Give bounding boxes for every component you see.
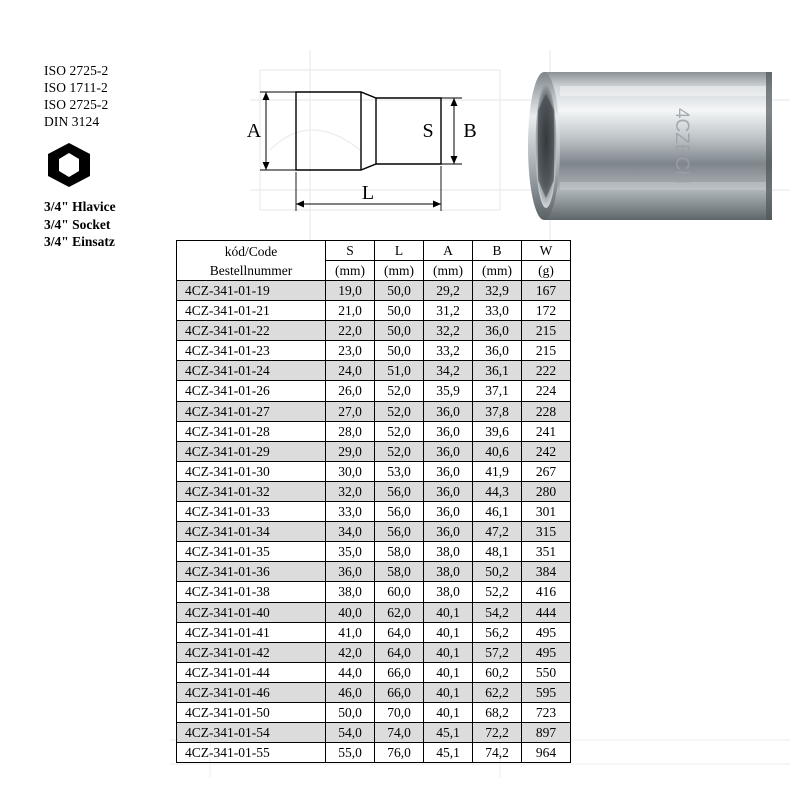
cell-w: 242 — [522, 441, 571, 461]
cell-a: 36,0 — [424, 502, 473, 522]
table-row — [177, 562, 571, 582]
cell-a: 36,0 — [424, 421, 473, 441]
header-s-unit: (mm) — [326, 261, 375, 281]
table-row — [177, 662, 571, 682]
cell-w: 723 — [522, 702, 571, 722]
table-row — [177, 542, 571, 562]
cell-w: 964 — [522, 743, 571, 763]
cell-w: 550 — [522, 662, 571, 682]
cell-b: 68,2 — [473, 702, 522, 722]
cell-a: 40,1 — [424, 662, 473, 682]
header-s-symbol: S — [326, 241, 375, 261]
cell-code: 4CZ-341-01-30 — [177, 461, 326, 481]
cell-w: 495 — [522, 622, 571, 642]
standard-line: DIN 3124 — [44, 114, 100, 129]
cell-s: 30,0 — [326, 461, 375, 481]
cell-s: 35,0 — [326, 542, 375, 562]
table-row — [177, 723, 571, 743]
cell-a: 31,2 — [424, 301, 473, 321]
cell-code: 4CZ-341-01-42 — [177, 642, 326, 662]
cell-l: 56,0 — [375, 481, 424, 501]
cell-s: 26,0 — [326, 381, 375, 401]
hex-socket-icon — [46, 142, 92, 188]
standards-block — [44, 62, 174, 251]
cell-l: 62,0 — [375, 602, 424, 622]
cell-a: 36,0 — [424, 461, 473, 481]
header-b-unit: (mm) — [473, 261, 522, 281]
header-code-line1: kód/Code — [224, 243, 278, 259]
cell-b: 37,1 — [473, 381, 522, 401]
cell-w: 351 — [522, 542, 571, 562]
cell-b: 60,2 — [473, 662, 522, 682]
table-row — [177, 341, 571, 361]
cell-l: 64,0 — [375, 642, 424, 662]
cell-code: 4CZ-341-01-40 — [177, 602, 326, 622]
cell-a: 38,0 — [424, 562, 473, 582]
cell-b: 44,3 — [473, 481, 522, 501]
cell-l: 58,0 — [375, 542, 424, 562]
cell-b: 40,6 — [473, 441, 522, 461]
cell-a: 38,0 — [424, 582, 473, 602]
cell-code: 4CZ-341-01-54 — [177, 723, 326, 743]
product-name-cs: 3/4" Hlavice — [44, 199, 116, 214]
cell-b: 72,2 — [473, 723, 522, 743]
cell-b: 47,2 — [473, 522, 522, 542]
cell-s: 32,0 — [326, 481, 375, 501]
cell-a: 40,1 — [424, 622, 473, 642]
header-code — [177, 241, 326, 281]
cell-s: 21,0 — [326, 301, 375, 321]
cell-code: 4CZ-341-01-41 — [177, 622, 326, 642]
table-row — [177, 502, 571, 522]
table-body — [177, 281, 571, 763]
cell-w: 280 — [522, 481, 571, 501]
table-row — [177, 622, 571, 642]
header-w-symbol: W — [522, 241, 571, 261]
header-b-symbol: B — [473, 241, 522, 261]
cell-b: 32,9 — [473, 281, 522, 301]
cell-l: 74,0 — [375, 723, 424, 743]
table-row — [177, 481, 571, 501]
cell-b: 46,1 — [473, 502, 522, 522]
cell-b: 50,2 — [473, 562, 522, 582]
cell-s: 34,0 — [326, 522, 375, 542]
cell-b: 57,2 — [473, 642, 522, 662]
dimension-label-l: L — [361, 182, 375, 204]
product-name-en: 3/4" Socket — [44, 216, 111, 232]
cell-s: 44,0 — [326, 662, 375, 682]
cell-w: 384 — [522, 562, 571, 582]
table-row — [177, 401, 571, 421]
cell-a: 45,1 — [424, 743, 473, 763]
cell-b: 33,0 — [473, 301, 522, 321]
cell-l: 56,0 — [375, 522, 424, 542]
product-names — [44, 198, 174, 251]
cell-s: 41,0 — [326, 622, 375, 642]
photo-brand-text: 4CZECH — [671, 107, 692, 185]
header-w-unit: (g) — [522, 261, 571, 281]
cell-code: 4CZ-341-01-44 — [177, 662, 326, 682]
standard-line: ISO 1711-2 — [44, 80, 108, 95]
table-row — [177, 381, 571, 401]
table-row — [177, 461, 571, 481]
cell-s: 24,0 — [326, 361, 375, 381]
standard-line: ISO 2725-2 — [44, 63, 109, 78]
cell-a: 33,2 — [424, 341, 473, 361]
cell-a: 40,1 — [424, 702, 473, 722]
cell-w: 228 — [522, 401, 571, 421]
cell-b: 36,0 — [473, 321, 522, 341]
table-row — [177, 582, 571, 602]
cell-s: 27,0 — [326, 401, 375, 421]
cell-s: 22,0 — [326, 321, 375, 341]
cell-a: 36,0 — [424, 481, 473, 501]
cell-a: 40,1 — [424, 602, 473, 622]
table-row — [177, 602, 571, 622]
cell-l: 66,0 — [375, 682, 424, 702]
cell-s: 54,0 — [326, 723, 375, 743]
cell-code: 4CZ-341-01-29 — [177, 441, 326, 461]
table-row — [177, 361, 571, 381]
cell-code: 4CZ-341-01-22 — [177, 321, 326, 341]
cell-code: 4CZ-341-01-28 — [177, 421, 326, 441]
cell-a: 40,1 — [424, 642, 473, 662]
cell-b: 56,2 — [473, 622, 522, 642]
cell-a: 29,2 — [424, 281, 473, 301]
cell-w: 215 — [522, 321, 571, 341]
table-row — [177, 743, 571, 763]
table-row — [177, 642, 571, 662]
cell-a: 35,9 — [424, 381, 473, 401]
cell-b: 37,8 — [473, 401, 522, 421]
cell-s: 40,0 — [326, 602, 375, 622]
cell-w: 595 — [522, 682, 571, 702]
cell-w: 897 — [522, 723, 571, 743]
cell-l: 50,0 — [375, 301, 424, 321]
cell-code: 4CZ-341-01-24 — [177, 361, 326, 381]
cell-code: 4CZ-341-01-21 — [177, 301, 326, 321]
cell-b: 54,2 — [473, 602, 522, 622]
cell-code: 4CZ-341-01-35 — [177, 542, 326, 562]
cell-l: 66,0 — [375, 662, 424, 682]
specification-table — [176, 240, 571, 763]
table-row — [177, 421, 571, 441]
header-l-symbol: L — [375, 241, 424, 261]
cell-l: 70,0 — [375, 702, 424, 722]
cell-w: 416 — [522, 582, 571, 602]
table-row — [177, 321, 571, 341]
cell-w: 167 — [522, 281, 571, 301]
cell-code: 4CZ-341-01-27 — [177, 401, 326, 421]
cell-b: 52,2 — [473, 582, 522, 602]
cell-b: 62,2 — [473, 682, 522, 702]
cell-w: 224 — [522, 381, 571, 401]
cell-code: 4CZ-341-01-34 — [177, 522, 326, 542]
table-row — [177, 281, 571, 301]
cell-s: 23,0 — [326, 341, 375, 361]
cell-s: 19,0 — [326, 281, 375, 301]
cell-l: 76,0 — [375, 743, 424, 763]
cell-code: 4CZ-341-01-38 — [177, 582, 326, 602]
cell-b: 74,2 — [473, 743, 522, 763]
cell-l: 52,0 — [375, 401, 424, 421]
cell-w: 495 — [522, 642, 571, 662]
socket-product-photo — [500, 60, 790, 232]
table-row — [177, 441, 571, 461]
socket-dimension-drawing — [236, 56, 536, 232]
cell-s: 28,0 — [326, 421, 375, 441]
cell-code: 4CZ-341-01-46 — [177, 682, 326, 702]
cell-code: 4CZ-341-01-32 — [177, 481, 326, 501]
cell-a: 36,0 — [424, 441, 473, 461]
cell-l: 50,0 — [375, 321, 424, 341]
cell-code: 4CZ-341-01-50 — [177, 702, 326, 722]
table-header-row — [177, 241, 571, 261]
cell-code: 4CZ-341-01-19 — [177, 281, 326, 301]
header-a-unit: (mm) — [424, 261, 473, 281]
cell-a: 40,1 — [424, 682, 473, 702]
cell-b: 36,0 — [473, 341, 522, 361]
cell-w: 315 — [522, 522, 571, 542]
cell-a: 45,1 — [424, 723, 473, 743]
cell-l: 52,0 — [375, 441, 424, 461]
cell-b: 41,9 — [473, 461, 522, 481]
cell-b: 39,6 — [473, 421, 522, 441]
cell-w: 301 — [522, 502, 571, 522]
header-code-line2: Bestellnummer — [209, 262, 293, 278]
cell-l: 50,0 — [375, 341, 424, 361]
cell-s: 36,0 — [326, 562, 375, 582]
cell-b: 48,1 — [473, 542, 522, 562]
cell-l: 53,0 — [375, 461, 424, 481]
cell-a: 34,2 — [424, 361, 473, 381]
cell-b: 36,1 — [473, 361, 522, 381]
cell-a: 32,2 — [424, 321, 473, 341]
cell-l: 56,0 — [375, 502, 424, 522]
cell-w: 241 — [522, 421, 571, 441]
dimension-label-a: A — [246, 120, 262, 142]
cell-w: 215 — [522, 341, 571, 361]
cell-code: 4CZ-341-01-55 — [177, 743, 326, 763]
cell-l: 52,0 — [375, 421, 424, 441]
cell-s: 38,0 — [326, 582, 375, 602]
cell-code: 4CZ-341-01-36 — [177, 562, 326, 582]
cell-w: 267 — [522, 461, 571, 481]
header-l-unit: (mm) — [375, 261, 424, 281]
dimension-label-b: B — [463, 120, 477, 142]
cell-l: 50,0 — [375, 281, 424, 301]
cell-a: 36,0 — [424, 522, 473, 542]
dimension-label-s: S — [422, 120, 434, 142]
cell-code: 4CZ-341-01-33 — [177, 502, 326, 522]
cell-s: 50,0 — [326, 702, 375, 722]
standard-line: ISO 2725-2 — [44, 97, 109, 112]
cell-code: 4CZ-341-01-23 — [177, 341, 326, 361]
cell-a: 38,0 — [424, 542, 473, 562]
cell-s: 46,0 — [326, 682, 375, 702]
cell-s: 55,0 — [326, 743, 375, 763]
cell-w: 444 — [522, 602, 571, 622]
cell-s: 33,0 — [326, 502, 375, 522]
cell-l: 58,0 — [375, 562, 424, 582]
table-row — [177, 301, 571, 321]
cell-w: 222 — [522, 361, 571, 381]
cell-l: 60,0 — [375, 582, 424, 602]
cell-l: 51,0 — [375, 361, 424, 381]
product-name-de: 3/4" Einsatz — [44, 234, 115, 249]
cell-l: 64,0 — [375, 622, 424, 642]
table-row — [177, 522, 571, 542]
table-row — [177, 702, 571, 722]
header-a-symbol: A — [424, 241, 473, 261]
table-row — [177, 682, 571, 702]
cell-code: 4CZ-341-01-26 — [177, 381, 326, 401]
cell-a: 36,0 — [424, 401, 473, 421]
cell-s: 29,0 — [326, 441, 375, 461]
cell-s: 42,0 — [326, 642, 375, 662]
cell-w: 172 — [522, 301, 571, 321]
cell-l: 52,0 — [375, 381, 424, 401]
